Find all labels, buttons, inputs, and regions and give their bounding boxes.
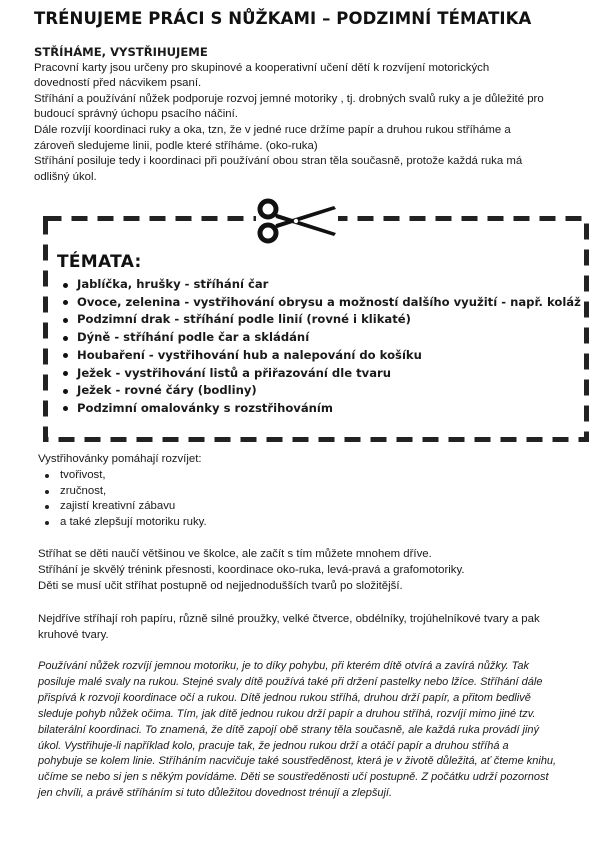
intro-line: dovedností před nácvikem psaní. [34,77,202,90]
paragraph-order [38,612,598,644]
intro-line: zároveň sledujeme linii, podle které stříháme. (oko-ruka) [34,139,318,152]
paragraph-motor-skills [38,659,586,802]
paragraph-line: pohybuje se kolem linie. Stříháním nacvičuje také soustředěnost, která je v životě důležitá, ať čteme knihu, [38,755,557,768]
intro-line: odlišný úkol. [34,170,97,183]
list-item: Podzimní drak - stříhání podle linií (rovné i klikaté) [77,311,587,329]
paragraph-line: úkol. Vystřihuje-li například kolo, pracuje tak, že jednou rukou drží a otáčí papír a druhou stříhá a [38,739,509,752]
paragraph-line: přispívá k rozvoji koordinace očí a rukou. Dítě jednou rukou stříhá, druhou drží papír, a přitom bedlivě [38,691,531,704]
intro-line: Stříhání a používání nůžek podporuje rozvoj jemné motoriky , tj. drobných svalů ruky a je důležité pro [34,92,544,105]
paragraph-line: Stříhání je skvělý trénink přesnosti, koordinace oko-ruka, levá-pravá a grafomotoriky. [38,563,465,576]
paragraph-line: jen chvíli, a právě stříháním si tuto důležitou dovednost trénují a zlepšují. [38,787,393,800]
paragraph-learning [38,547,598,594]
develops-intro: Vystřihovánky pomáhají rozvíjet: [38,453,202,465]
intro-subheading: STŘÍHÁME, VYSTŘIHUJEME [34,45,208,59]
intro-line: Stříhání posiluje tedy i koordinaci při používání obou stran těla současně, protože každá ruka má [34,155,523,168]
scissors-icon [256,198,338,244]
list-item: Dýně - stříhání podle čar a skládání [77,329,587,347]
paragraph-line: učíme se nebo si jen s někým povídáme. Děti se soustředěnosti učí postupně. Z počátku udrží pozornost [38,771,549,784]
paragraph-line: Stříhat se děti naučí většinou ve školce, ale začít s tím můžete mnohem dříve. [38,548,432,560]
paragraph-line: Děti se musí učit stříhat postupně od nejjednodušších tvarů po složitější. [38,579,403,592]
paragraph-line: Používání nůžek rozvíjí jemnou motoriku, je to díky pohybu, při kterém dítě otvírá a zavírá nůžky. Tak [38,660,529,672]
develops-list [38,468,207,531]
paragraph-line: kruhové tvary. [38,628,109,641]
develops-section [38,452,207,531]
page-title: TRÉNUJEME PRÁCI S NŮŽKAMI – PODZIMNÍ TÉMATIKA [34,9,532,28]
list-item: zajistí kreativní zábavu [60,499,207,515]
intro-line: budoucí správný úchopu psacího náčiní. [34,108,238,121]
paragraph-line: Nejdříve stříhají roh papíru, různě silné proužky, velké čtverce, obdélníky, trojúhelníkové tvary a pak [38,613,540,625]
list-item: a také zlepšují motoriku ruky. [60,515,207,531]
list-item: Houbaření - vystřihování hub a nalepování do košíku [77,347,587,365]
paragraph-line: posiluje malé svaly na rukou. Stejné svaly dítě používá také při držení pastelky nebo lžíce. Stříhání dále [38,675,543,688]
list-item: zručnost, [60,484,207,500]
list-item: Ježek - vystřihování listů a přiřazování dle tvaru [77,365,587,383]
list-item: Ovoce, zelenina - vystřihování obrysu a možností dalšího využití - např. koláž [77,294,587,312]
themes-list [57,276,587,418]
themes-section [57,252,587,418]
list-item: Podzimní omalovánky s rozstřihováním [77,400,587,418]
intro-line: Pracovní karty jsou určeny pro skupinové a kooperativní učení dětí k rozvíjení motorických [34,61,490,74]
list-item: Jablíčka, hrušky - stříhání čar [77,276,587,294]
intro-line: Dále rozvíjí koordinaci ruky a oka, tzn, že v jedné ruce držíme papír a druhou rukou stříháme a [34,123,511,136]
list-item: Ježek - rovné čáry (bodliny) [77,382,587,400]
paragraph-line: sleduje pohyb nůžek očima. Tím, jak dítě jednou rukou drží papír a druhou stříhá, rozvíjí mimo jiné tzv. [38,707,536,720]
intro-section [34,45,594,185]
list-item: tvořivost, [60,468,207,484]
paragraph-line: bilaterální koordinaci. To znamená, že dítě zapojí obě strany těla současně, ale každá ruka provádí jiný [38,723,539,736]
themes-heading: TÉMATA: [57,252,142,272]
